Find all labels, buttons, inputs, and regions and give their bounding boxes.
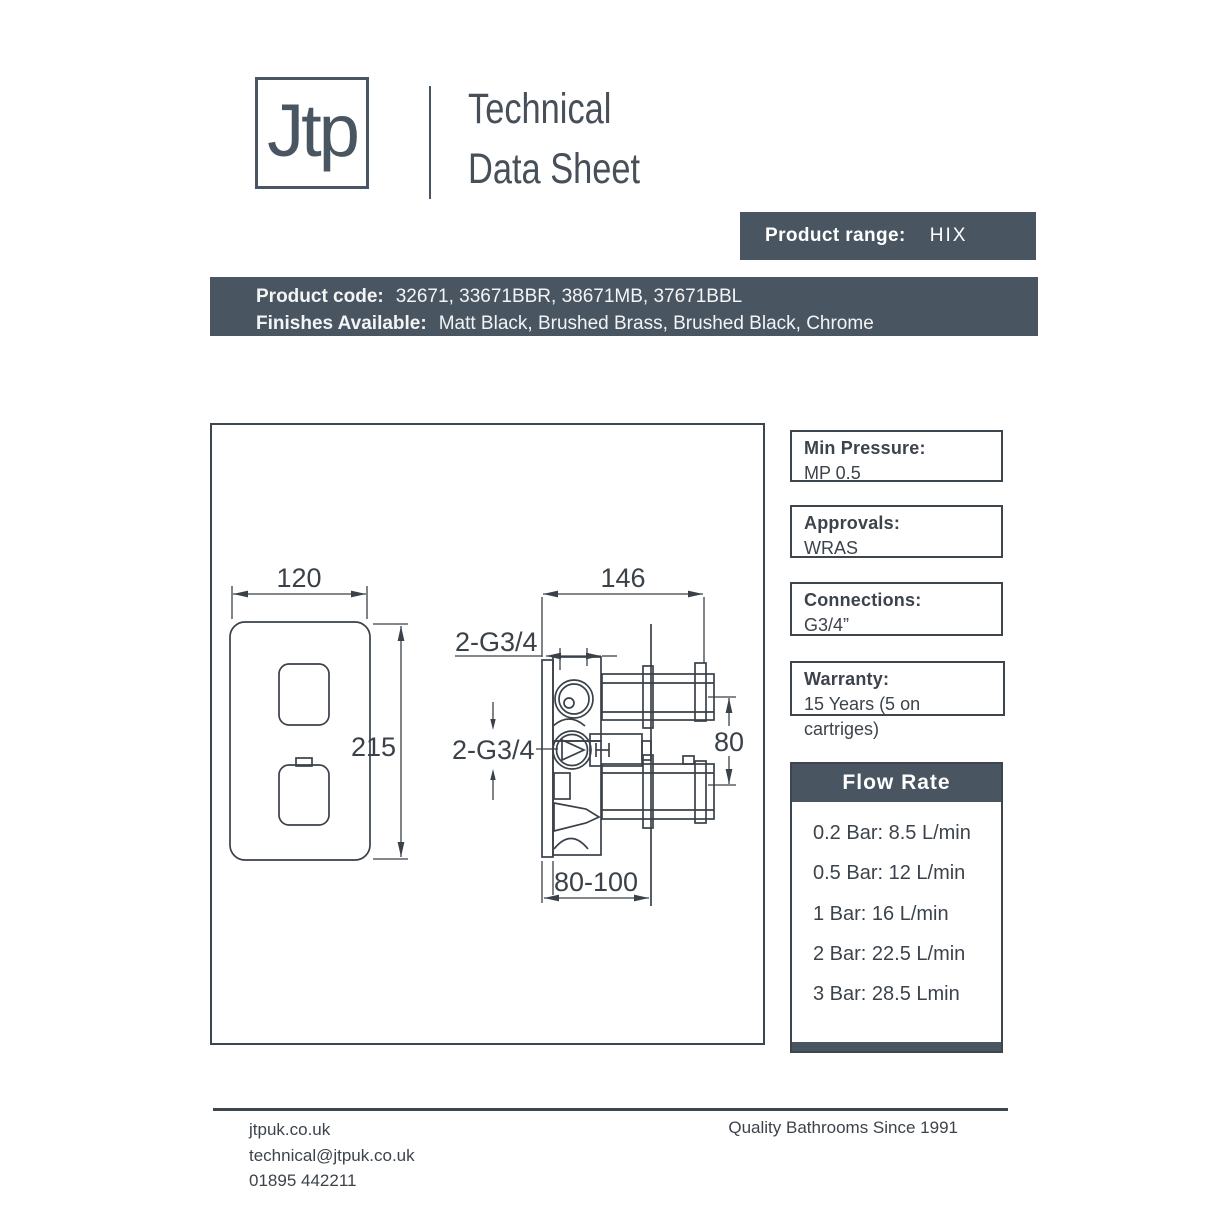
title-divider xyxy=(429,86,431,199)
collar-arc xyxy=(553,719,585,726)
min-pressure-value: MP 0.5 xyxy=(804,463,861,483)
spec-box-min-pressure xyxy=(790,430,1003,482)
footer-phone: 01895 442211 xyxy=(249,1171,357,1190)
dim-front-height-label: 215 xyxy=(350,732,396,762)
upper-outlet-pipe xyxy=(602,663,714,728)
warranty-value: 15 Years (5 on cartriges) xyxy=(804,694,921,739)
approvals-value: WRAS xyxy=(804,538,858,558)
flow-rate-box xyxy=(790,762,1003,1053)
footer-contact xyxy=(249,1117,415,1194)
ibeam-symbol xyxy=(596,743,609,757)
product-range-value: HIX xyxy=(929,225,968,246)
front-view xyxy=(230,563,408,860)
drain-funnel xyxy=(554,803,599,831)
spec-box-connections xyxy=(790,582,1003,636)
ports-top-label: 2-G3/4 xyxy=(455,627,538,657)
ports-top-callout xyxy=(455,627,617,670)
dim-depth-range xyxy=(542,861,649,903)
document-title xyxy=(468,79,683,199)
bottom-control-knob xyxy=(279,765,329,825)
dim-side-width xyxy=(542,563,704,663)
ports-mid-label: 2-G3/4 xyxy=(452,735,535,765)
dim-depth-range-label: 80-100 xyxy=(553,867,639,897)
product-code-value: 32671, 33671BBR, 38671MB, 37671BBL xyxy=(395,286,743,307)
spec-box-warranty xyxy=(790,661,1005,739)
product-range-banner xyxy=(740,212,1036,260)
approvals-label: Approvals: xyxy=(804,513,901,533)
connections-value: G3/4” xyxy=(804,615,850,635)
flow-rate-row: 1 Bar: 16 L/min xyxy=(813,902,949,925)
product-code-row xyxy=(256,283,1038,310)
dim-front-height xyxy=(351,624,408,859)
lower-end-cap xyxy=(695,761,706,823)
flow-rate-footer-bar xyxy=(792,1042,1001,1051)
dim-front-width xyxy=(232,563,367,619)
finishes-row xyxy=(256,310,1038,337)
document-title-line1: Technical xyxy=(468,85,612,133)
footer-rule xyxy=(213,1108,1008,1111)
product-info-banner xyxy=(210,277,1038,336)
footer-website: jtpuk.co.uk xyxy=(249,1120,331,1139)
lower-nub xyxy=(683,756,694,764)
jtp-logo-text: Jtp xyxy=(267,89,357,172)
document-title-line2: Data Sheet xyxy=(468,145,641,193)
flow-rate-rows xyxy=(792,802,1001,1014)
wall-plate xyxy=(542,660,553,857)
footer-email: technical@jtpuk.co.uk xyxy=(249,1145,415,1165)
finishes-label: Finishes Available: xyxy=(256,313,427,334)
connections-label: Connections: xyxy=(804,590,922,610)
flow-rate-row: 2 Bar: 22.5 L/min xyxy=(813,942,966,965)
flow-rate-row: 0.2 Bar: 8.5 L/min xyxy=(813,822,971,844)
warranty-label: Warranty: xyxy=(804,669,890,689)
dim-side-width-label: 146 xyxy=(600,563,646,593)
body-arc xyxy=(554,839,588,850)
footer-tagline: Quality Bathrooms Since 1991 xyxy=(728,1118,958,1137)
product-range-label: Product range: xyxy=(765,225,906,246)
flow-rate-row: 3 Bar: 28.5 Lmin xyxy=(813,983,960,1006)
product-code-label: Product code: xyxy=(256,286,384,307)
flow-rate-row: 0.5 Bar: 12 L/min xyxy=(813,862,966,885)
spec-box-approvals xyxy=(790,505,1003,558)
top-control-knob xyxy=(279,664,329,725)
min-pressure-label: Min Pressure: xyxy=(804,438,926,458)
installation-drawing xyxy=(212,425,763,1043)
flow-rate-title: Flow Rate xyxy=(792,764,1001,802)
finishes-value: Matt Black, Brushed Brass, Brushed Black, Chrome xyxy=(438,313,874,334)
dim-outlet-spacing-label: 80 xyxy=(713,727,745,757)
top-port xyxy=(555,680,593,718)
jtp-logo xyxy=(255,77,369,189)
dim-front-width-label: 120 xyxy=(276,563,322,593)
installation-drawing-panel xyxy=(210,423,765,1045)
side-view xyxy=(452,563,745,906)
